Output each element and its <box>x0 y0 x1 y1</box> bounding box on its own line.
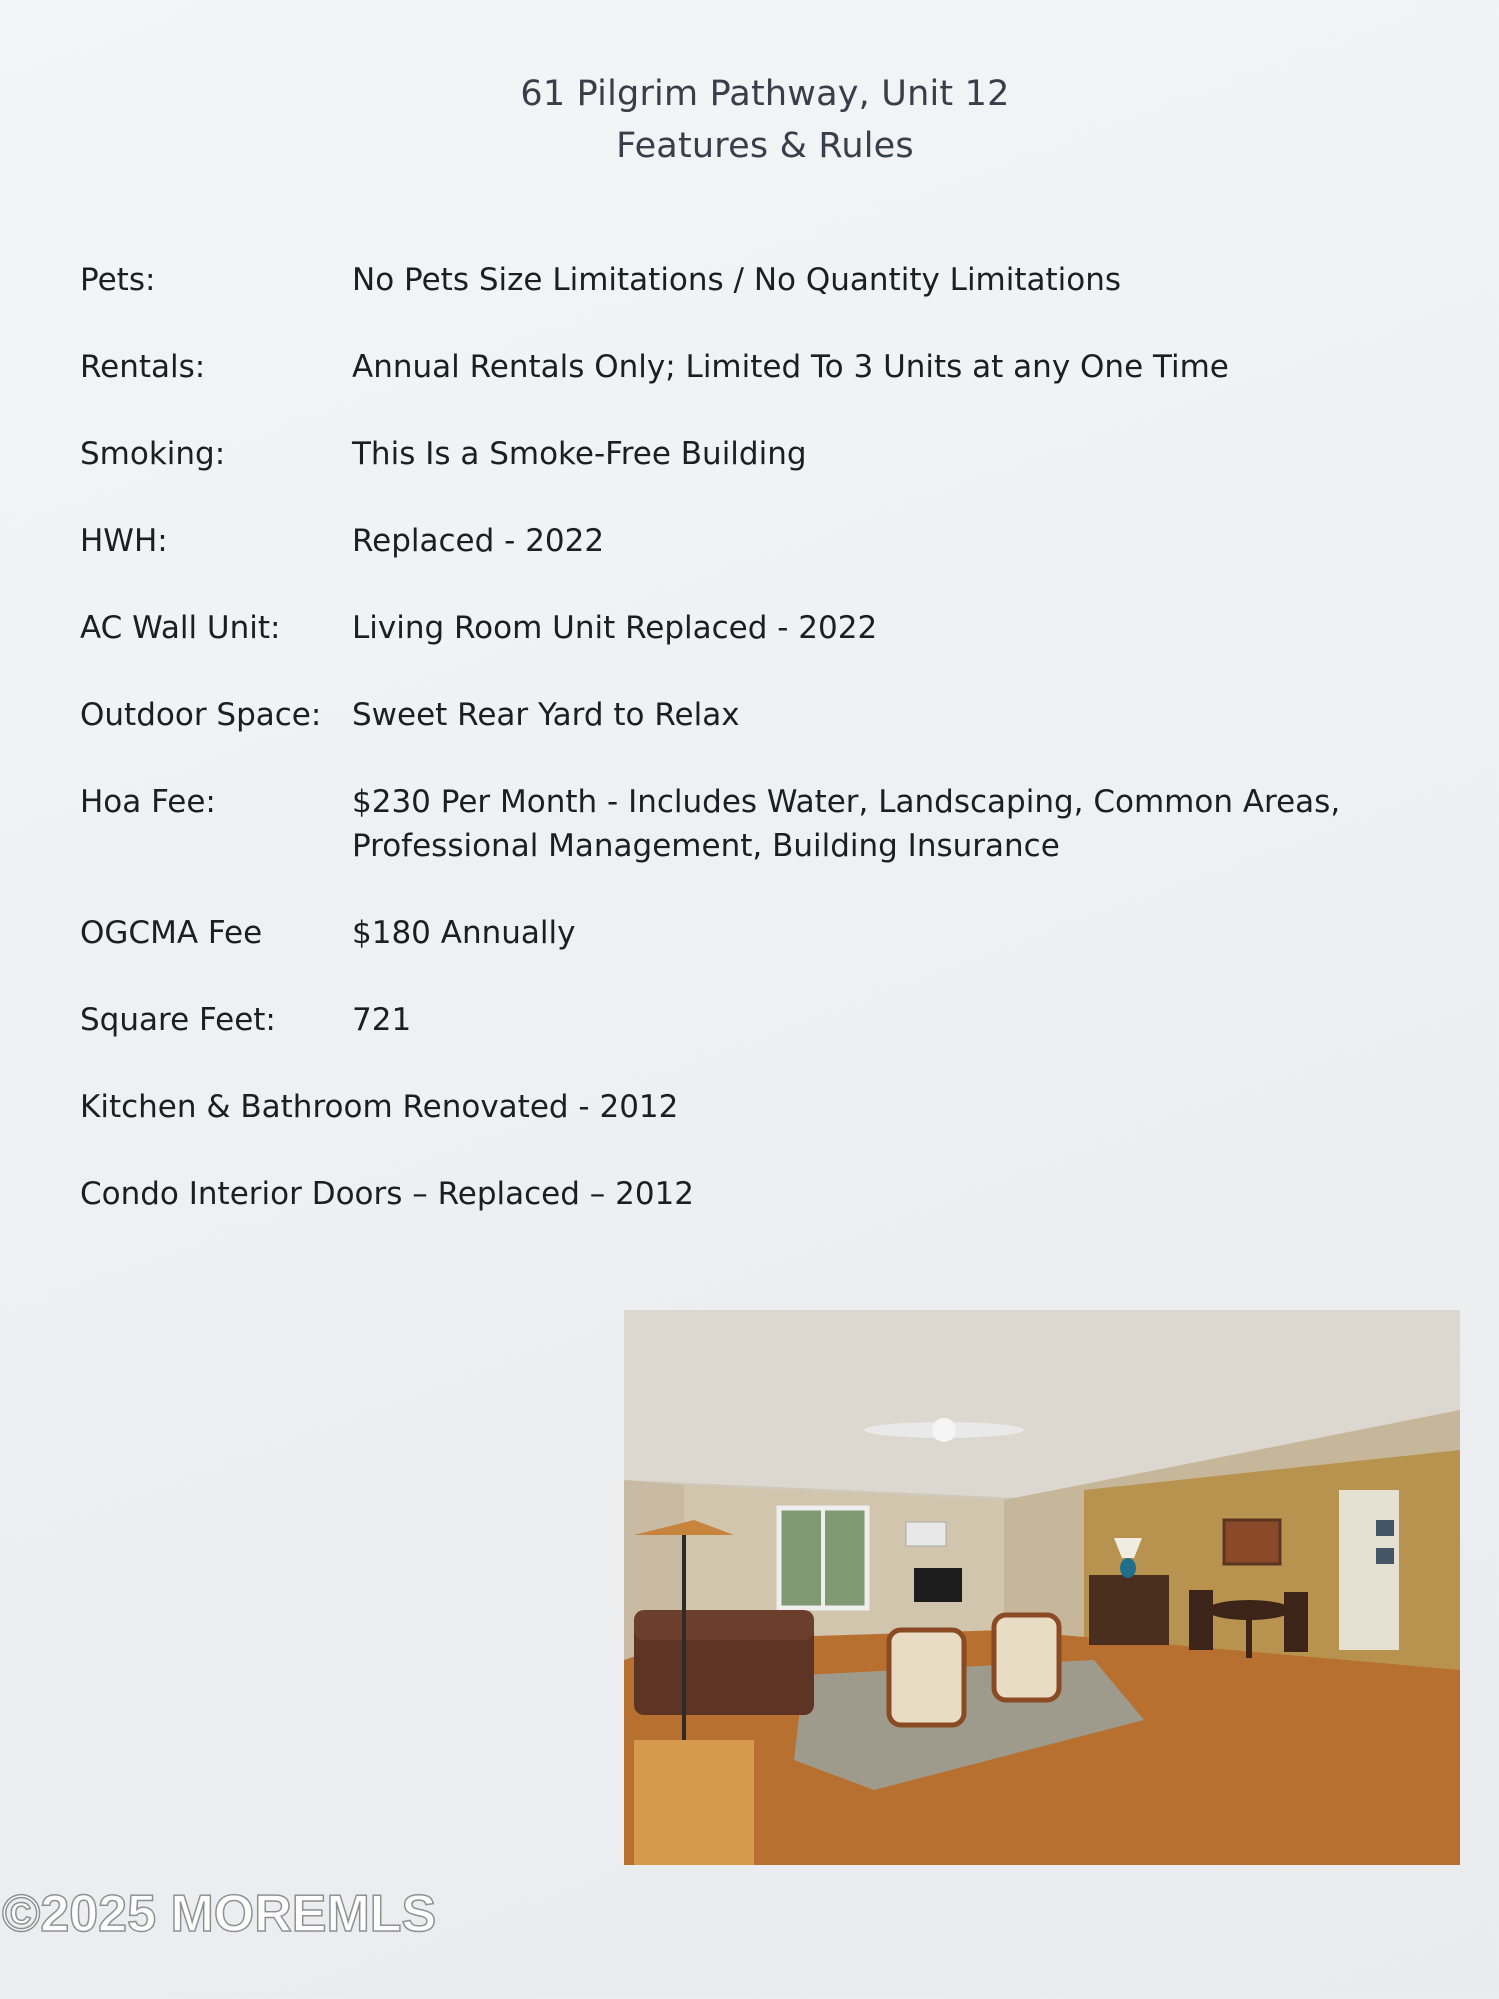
rule-value: No Pets Size Limitations / No Quantity Limitations <box>352 262 1122 298</box>
hallway-door <box>1339 1490 1399 1650</box>
rule-label: OGCMA Fee <box>80 915 263 951</box>
rule-value: 721 <box>352 1002 412 1038</box>
copyright-watermark: ©2025 MOREMLS <box>2 1885 437 1943</box>
dresser <box>1089 1575 1169 1645</box>
rule-value: $180 Annually <box>352 915 576 951</box>
living-room-photo <box>624 1310 1460 1865</box>
ac-wall-unit <box>906 1522 946 1546</box>
rule-value: Living Room Unit Replaced - 2022 <box>352 610 878 646</box>
rule-row-square-feet <box>80 998 1440 1042</box>
rule-label: AC Wall Unit: <box>80 610 281 646</box>
hall-picture <box>1376 1548 1394 1564</box>
rule-row-hoa-fee <box>80 780 1440 868</box>
rule-row-outdoor-space <box>80 693 1440 737</box>
rule-label: Hoa Fee: <box>80 784 216 820</box>
note-kitchen-bathroom: Kitchen & Bathroom Renovated - 2012 <box>80 1089 679 1125</box>
side-table <box>634 1740 754 1865</box>
rule-row-smoking <box>80 432 1440 476</box>
rule-value: $230 Per Month - Includes Water, Landscaping, Common Areas, Professional Management, Building Insurance <box>352 784 1341 864</box>
hall-picture <box>1376 1520 1394 1536</box>
rule-label: Pets: <box>80 262 156 298</box>
document-title: Features & Rules <box>616 126 914 166</box>
document-header <box>0 68 1499 172</box>
rule-value: Replaced - 2022 <box>352 523 605 559</box>
rule-label: HWH: <box>80 523 168 559</box>
rule-label: Outdoor Space: <box>80 697 322 733</box>
rattan-chair <box>889 1630 964 1725</box>
television <box>914 1568 962 1602</box>
wall-painting <box>1224 1520 1280 1564</box>
living-room-illustration <box>624 1310 1460 1865</box>
rule-row-hwh <box>80 519 1440 563</box>
rule-value: Annual Rentals Only; Limited To 3 Units at any One Time <box>352 349 1229 385</box>
rule-label: Smoking: <box>80 436 226 472</box>
rule-row-ogcma-fee <box>80 911 1440 955</box>
rattan-chair <box>994 1615 1059 1700</box>
dining-chair <box>1189 1590 1213 1650</box>
property-address: 61 Pilgrim Pathway, Unit 12 <box>520 74 1010 114</box>
rule-label: Square Feet: <box>80 1002 276 1038</box>
rule-value: Sweet Rear Yard to Relax <box>352 697 740 733</box>
rule-row-pets <box>80 258 1440 302</box>
rule-row-rentals <box>80 345 1440 389</box>
rule-value: This Is a Smoke-Free Building <box>352 436 807 472</box>
rule-label: Rentals: <box>80 349 206 385</box>
features-list <box>80 258 1440 1259</box>
dining-chair <box>1284 1592 1308 1652</box>
rule-row-ac-wall-unit <box>80 606 1440 650</box>
note-interior-doors: Condo Interior Doors – Replaced – 2012 <box>80 1176 695 1212</box>
